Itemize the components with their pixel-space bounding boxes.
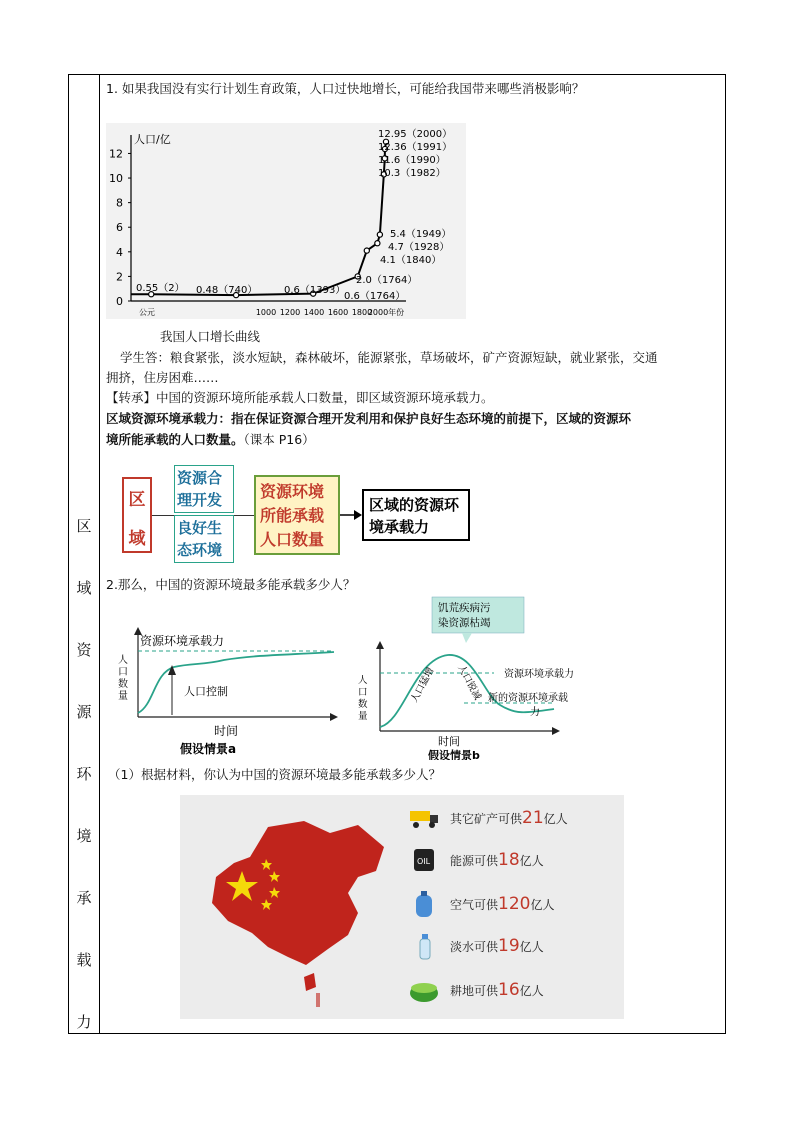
resource-figure <box>180 795 624 1019</box>
question-2: 2.那么，中国的资源环境最多能承载多少人？ <box>106 577 356 592</box>
y-tick-label: 2 <box>116 270 123 284</box>
data-label: 12.95（2000） <box>378 129 453 140</box>
condition-resource-box: 资源合理开发 <box>174 465 234 513</box>
svg-text:OIL: OIL <box>417 857 431 866</box>
resource-number: 19 <box>498 936 520 956</box>
condition-ecology-box: 良好生态环境 <box>174 515 234 563</box>
scenario-a-chart <box>114 625 344 755</box>
new-capacity-line2: 力 <box>530 707 540 718</box>
x-tick-label: 公元 <box>139 308 155 317</box>
x-tick-label: 2000年份 <box>367 308 405 317</box>
data-label: 0.48（740） <box>196 285 258 296</box>
resource-text: 耕地可供16亿人 <box>450 980 544 1000</box>
callout-line2: 染资源枯竭 <box>438 617 491 629</box>
arrow-icon <box>340 508 362 522</box>
chart-caption: 我国人口增长曲线 <box>160 329 261 344</box>
region-box: 区 域 <box>122 477 152 553</box>
resource-item <box>408 887 554 921</box>
title-char: 资 <box>76 641 92 659</box>
fall-label: 人口锐减 <box>455 663 483 702</box>
left-title-column <box>69 75 100 1033</box>
data-label: 11.6（1990） <box>378 155 446 166</box>
data-label: 0.6（1393） <box>284 285 346 296</box>
y-tick-label: 4 <box>116 245 123 259</box>
ylabel-char: 人 <box>118 655 128 666</box>
resource-text: 能源可供18亿人 <box>450 850 544 870</box>
title-char: 境 <box>76 827 92 845</box>
dump-truck-icon <box>408 803 440 833</box>
resource-text: 空气可供120亿人 <box>450 894 555 914</box>
transition-text: 【转承】中国的资源环境所能承载人口数量，即区域资源环境承载力。 <box>106 390 494 405</box>
definition-line1: 区域资源环境承载力：指在保证资源合理开发利用和保护良好生态环境的前提下，区域的资源环 <box>106 411 632 426</box>
result-box: 区域的资源环境承载力 <box>362 489 470 541</box>
xlabel: 时间 <box>214 724 239 738</box>
population-growth-chart <box>106 123 466 319</box>
x-tick-label: 1800 <box>351 308 373 317</box>
resource-number: 18 <box>498 850 520 870</box>
new-capacity-line1: 新的资源环境承载 <box>488 693 568 704</box>
resource-item <box>408 843 544 877</box>
data-label: 0.6（1764） <box>344 291 406 302</box>
resource-number: 21 <box>522 808 544 828</box>
question-1: 1. 如果我国没有实行计划生育政策，人口过快地增长，可能给我国带来哪些消极影响？ <box>106 81 585 96</box>
ylabel-char: 量 <box>118 691 128 702</box>
data-label: 0.55（2） <box>136 283 185 294</box>
x-tick-label: 1600 <box>327 308 349 317</box>
xlabel-b: 时间 <box>438 735 460 748</box>
data-label: 4.1（1840） <box>380 255 442 266</box>
caption-b: 假设情景b <box>428 749 480 760</box>
capacity-label-b: 资源环境承载力 <box>504 669 574 680</box>
connector-line <box>234 515 254 516</box>
capacity-center-box: 资源环境所能承载人口数量 <box>254 475 340 555</box>
control-label: 人口控制 <box>184 685 228 698</box>
resource-item <box>408 801 568 835</box>
y-tick-label: 8 <box>116 196 123 210</box>
water-bottle-icon <box>408 931 440 961</box>
data-point <box>377 232 382 237</box>
resource-text: 淡水可供19亿人 <box>450 936 544 956</box>
title-char: 源 <box>76 703 92 721</box>
definition-line2 <box>106 430 315 450</box>
resource-number: 16 <box>498 980 520 1000</box>
title-char: 载 <box>76 951 92 969</box>
connector-line <box>152 515 174 516</box>
scenario-b-chart <box>354 595 624 760</box>
student-answer-line2: 拥挤，住房困难…… <box>106 370 219 385</box>
air-tank-icon <box>408 889 440 919</box>
title-char: 环 <box>76 765 92 783</box>
capacity-label: 资源环境承载力 <box>140 634 225 648</box>
oil-barrel-icon <box>408 845 440 875</box>
y-tick-label: 0 <box>116 295 123 308</box>
resource-item <box>408 929 544 963</box>
definition-bold: 境所能承载的人口数量。 <box>106 432 244 447</box>
ylabel-char: 数 <box>118 679 128 690</box>
content-table <box>68 74 726 1034</box>
title-char: 区 <box>76 517 92 535</box>
data-label: 4.7（1928） <box>388 242 450 253</box>
resource-item <box>408 973 544 1007</box>
data-point <box>375 241 380 246</box>
content-cell <box>100 75 725 1033</box>
resource-number: 120 <box>498 894 531 914</box>
x-tick-label: 1200 <box>279 308 301 317</box>
y-tick-label: 6 <box>116 221 123 235</box>
data-label: 5.4（1949） <box>390 229 452 240</box>
y-tick-label: 12 <box>109 147 123 161</box>
data-label: 12.36（1991） <box>378 142 453 153</box>
china-map-icon <box>208 817 392 1007</box>
chart-ylabel: 人口/亿 <box>134 133 171 146</box>
ylabel-char: 口 <box>118 667 128 678</box>
data-label: 10.3（1982） <box>378 168 446 179</box>
x-tick-label: 1000 <box>255 308 277 317</box>
rise-label: 人口猛增 <box>408 665 437 705</box>
x-tick-label: 1400 <box>303 308 325 317</box>
textbook-reference: （课本 P16） <box>243 432 315 447</box>
data-label: 2.0（1764） <box>356 275 418 286</box>
student-answer-line1: 学生答：粮食紧张，淡水短缺，森林破坏，能源紧张，草场破坏，矿产资源短缺，就业紧张，交通 <box>120 350 658 365</box>
svg-text:人口数量: 人口数量 <box>358 675 368 722</box>
callout-line1: 饥荒疾病污 <box>438 602 491 614</box>
title-char: 域 <box>76 579 92 597</box>
title-char: 力 <box>76 1013 92 1031</box>
resource-text: 其它矿产可供21亿人 <box>450 808 568 828</box>
caption: 假设情景a <box>180 742 237 755</box>
title-char: 承 <box>76 889 92 907</box>
y-tick-label: 10 <box>109 172 123 186</box>
farmland-bowl-icon <box>408 975 440 1005</box>
data-point <box>364 248 369 253</box>
question-2-sub1: （1）根据材料，你认为中国的资源环境最多能承载多少人？ <box>108 767 441 782</box>
concept-diagram <box>122 465 482 565</box>
